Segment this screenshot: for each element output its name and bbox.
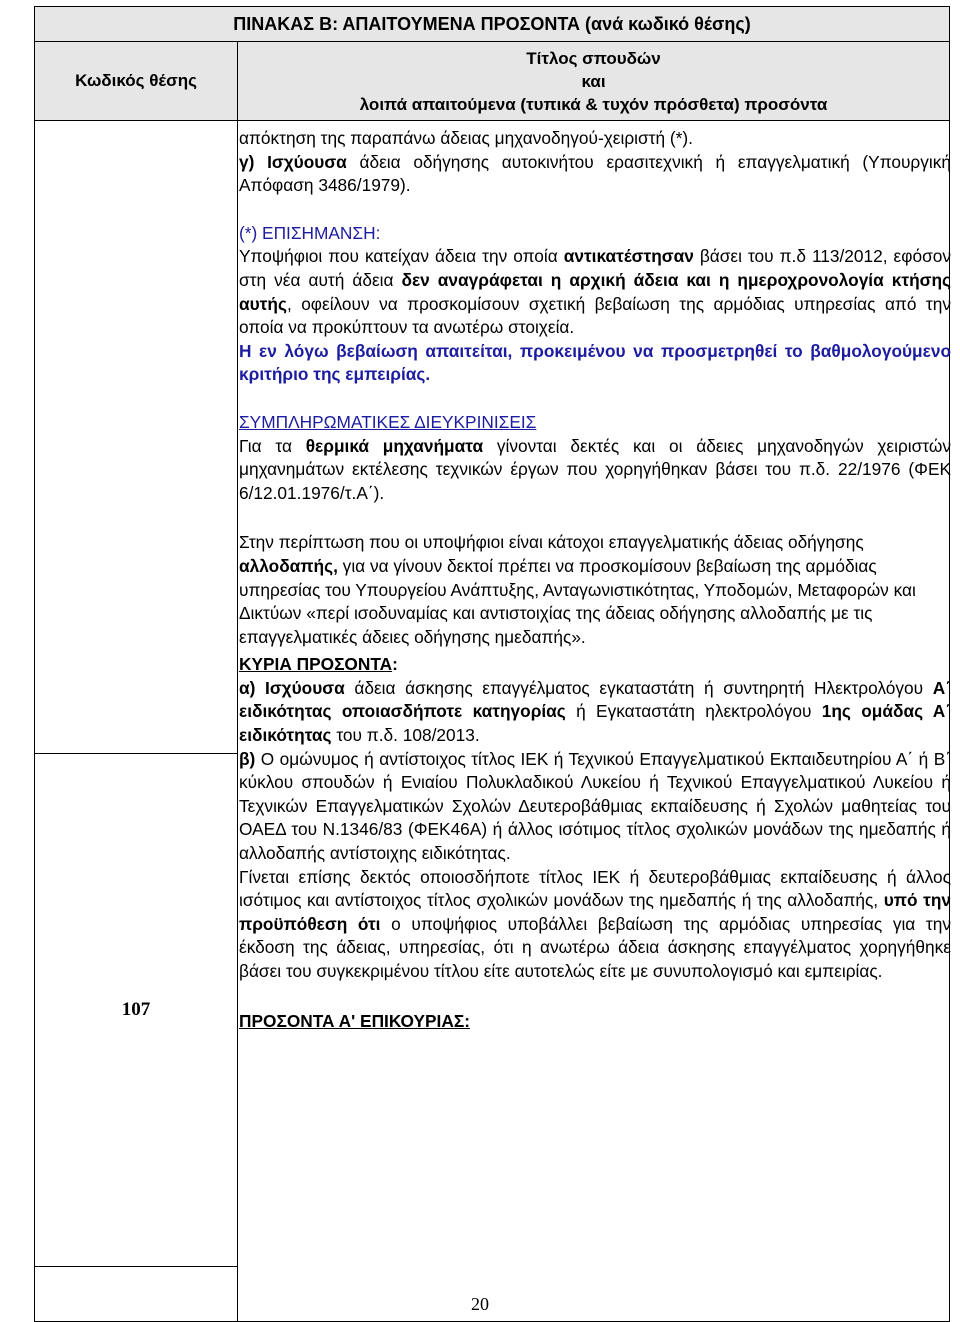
page-number: 20 xyxy=(471,1294,489,1314)
qualifications-cell xyxy=(239,127,951,1033)
supplementary-heading: ΣΥΜΠΛΗΡΩΜΑΤΙΚΕΣ ΔΙΕΥΚΡΙΝΙΣΕΙΣ xyxy=(239,411,537,432)
qualification-b: β) Ο ομώνυμος ή αντίστοιχος τίτλος ΙΕΚ ή Τεχνικού Επαγγελματικού Εκπαιδευτηρίου Α΄ ή Β΄ κύκλου σπουδών ή Ενιαίου Πολυκλαδικού Λυκείου ή Τεχνικού Επαγγελματικού Λυκείου ή Τεχνικών Επαγγελματικών Σχολών Δευτεροβάθμιας εκπαίδευσης ή Σχολών μαθητείας του ΟΑΕΔ του Ν.1346/83 (ΦΕΚ46Α) ή άλλος ισότιμος τίτλος σχολικών μονάδων της ημεδαπής ή αλλοδαπής αντίστοιχης ειδικότητας. xyxy=(239,748,951,864)
header-qualifications-line1: Τίτλος σπουδών xyxy=(526,48,661,68)
supplementary-paragraph: Για τα θερμικά μηχανήματα γίνονται δεκτές και οι άδειες μηχανοδηγών χειριστών μηχανημάτων εκτέλεσης τεχνικών έργων που χορηγήθηκαν βάσει του π.δ. 22/1976 (ΦΕΚ 6/12.01.1976/τ.Α΄). xyxy=(239,435,952,503)
qualification-b-extra: Γίνεται επίσης δεκτός οποιοσδήποτε τίτλος ΙΕΚ ή δευτεροβάθμιας εκπαίδευσης ή άλλος ισότιμος και αντίστοιχος τίτλος σχολικών μονάδων της ημεδαπής ή της αλλοδαπής, υπό την προϋπόθεση ότι ο υποψήφιος υποβάλλει βεβαίωση της αρμόδιας υπηρεσίας για την έκδοση της άδειας, υπηρεσίας, ότι η ανωτέρω άδεια άσκησης επαγγέλματος χορηγήθηκε βάσει του συγκεκριμένου τίτλου είτε αυτοτελώς είτε με συνυπολογισμό και εμπειρίας. xyxy=(239,866,952,981)
table-header-row xyxy=(35,42,949,121)
note-heading: (*) ΕΠΙΣΗΜΑΝΣΗ: xyxy=(239,222,381,243)
note-paragraph: Υποψήφιοι που κατείχαν άδεια την οποία αντικατέστησαν βάσει του π.δ 113/2012, εφόσον στη νέα αυτή άδεια δεν αναγράφεται η αρχική άδεια και η ημεροχρονολογία κτήσης αυτής, οφείλουν να προσκομίσουν σχετική βεβαίωση της αρμόδιας υπηρεσίας από την οποία να προκύπτουν τα ανωτέρω στοιχεία. xyxy=(239,246,952,338)
header-qualifications xyxy=(238,42,949,120)
qualification-a: α) Ισχύουσα άδεια άσκησης επαγγέλματος εγκαταστάτη ή συντηρητή Ηλεκτρολόγου Α΄ ειδικότητας οποιασδήποτε κατηγορίας ή Εγκαταστάτη ηλεκτρολόγου 1ης ομάδας Α΄ ειδικότητας του π.δ. 108/2013. xyxy=(239,677,951,746)
header-position-code: Κωδικός θέσης xyxy=(35,42,238,120)
main-qualifications-heading: ΚΥΡΙΑ ΠΡΟΣΟΝΤΑ: xyxy=(239,654,398,675)
auxiliary-qualifications-heading: ΠΡΟΣΟΝΤΑ Α' ΕΠΙΚΟΥΡΙΑΣ: xyxy=(239,1010,470,1031)
position-code-column xyxy=(35,121,238,1321)
table-title: ΠΙΝΑΚΑΣ Β: ΑΠΑΙΤΟΥΜΕΝΑ ΠΡΟΣΟΝΤΑ (ανά κωδικό θέσης) xyxy=(35,7,949,42)
table-body xyxy=(35,121,952,1321)
foreign-license-paragraph: Στην περίπτωση που οι υποψήφιοι είναι κάτοχοι επαγγελματικής άδειας οδήγησης αλλοδαπής, για να γίνουν δεκτοί πρέπει να προσκομίσουν βεβαίωση της αρμόδιας υπηρεσίας του Υπουργείου Ανάπτυξης, Ανταγωνιστικότητας, Υποδομών, Μεταφορών και Δικτύων «περί ισοδυναμίας και αντιστοιχίας της άδειας οδήγησης αλλοδαπής με τις επαγγελματικές άδειες οδήγησης ημεδαπής». xyxy=(239,532,916,647)
requirements-table xyxy=(34,6,950,1322)
note-bold-paragraph: Η εν λόγω βεβαίωση απαιτείται, προκειμένου να προσμετρηθεί το βαθμολογούμενο κριτήριο της εμπειρίας. xyxy=(239,340,951,385)
position-code-cell: 107 xyxy=(35,753,237,1267)
paragraph-driving-license: γ) Ισχύουσα άδεια οδήγησης αυτοκινήτου ερασιτεχνική ή επαγγελματική (Υπουργική Απόφαση 3486/1979). xyxy=(239,151,951,196)
paragraph-license-acquisition: απόκτηση της παραπάνω άδειας μηχανοδηγού-χειριστή (*). xyxy=(239,128,693,148)
header-qualifications-line3: λοιπά απαιτούμενα (τυπικά & τυχόν πρόσθετα) προσόντα xyxy=(359,94,828,114)
header-qualifications-line2: και xyxy=(581,71,606,91)
